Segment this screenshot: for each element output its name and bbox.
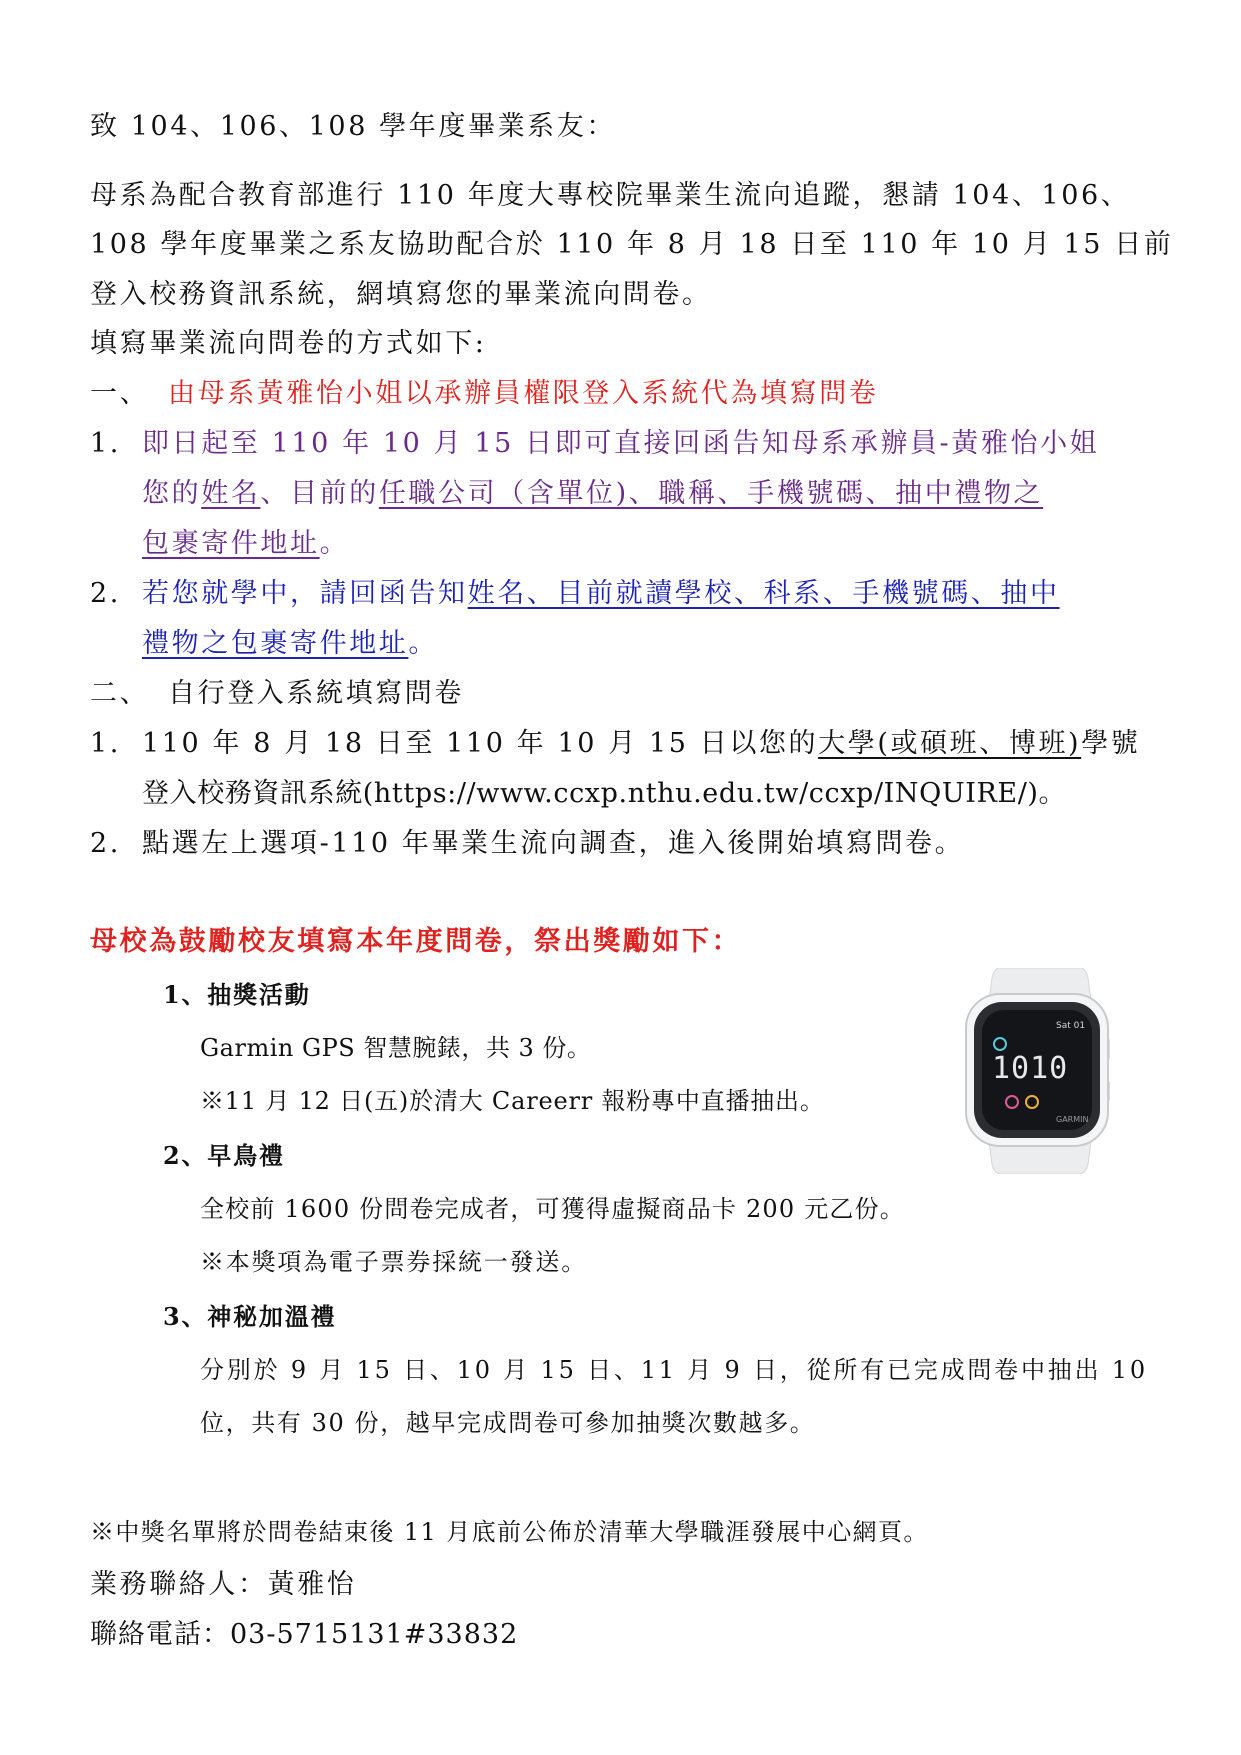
reward1-line1: Garmin GPS 智慧腕錶，共 3 份。 <box>200 1034 592 1062</box>
reward3-line1: 分別於 9 月 15 日、10 月 15 日、11 月 9 日，從所有已完成問卷中抽出 10 <box>200 1356 1148 1384</box>
watch-time: 1010 <box>992 1051 1069 1086</box>
watch-date: Sat 01 <box>1056 1021 1086 1031</box>
intro-line-2: 108 學年度畢業之系友協助配合於 110 年 8 月 18 日至 110 年 10 月 15 日前 <box>90 229 1174 260</box>
intro-line-1: 母系為配合教育部進行 110 年度大專校院畢業生流向追蹤，懇請 104、106、 <box>90 180 1131 211</box>
section2-item1-number: 1. <box>90 728 121 759</box>
section2-marker: 二、 <box>90 678 150 709</box>
section1-item2-number: 2. <box>90 578 121 609</box>
reward2-title: 2、早鳥禮 <box>163 1141 285 1170</box>
section1-item1-line2 <box>142 480 1043 507</box>
rewards-heading: 母校為鼓勵校友填寫本年度問卷，祭出獎勵如下： <box>90 926 742 957</box>
winner-notice: ※中獎名單將於問卷結束後 11 月底前公佈於清華大學職涯發展中心網頁。 <box>90 1518 929 1546</box>
section1-item1-line1: 即日起至 110 年 10 月 15 日即可直接回函告知母系承辦員-黃雅怡小姐 <box>142 428 1100 459</box>
section2-item2-number: 2. <box>90 828 121 859</box>
text-segment: 您的 <box>142 478 202 509</box>
section2-item1-line1 <box>142 730 1140 757</box>
text-segment: 若您就學中，請回函告知 <box>142 578 468 609</box>
underlined-job-info: 任職公司（含單位)、職稱、手機號碼、抽中禮物之 <box>378 478 1044 509</box>
section1-item2-line2 <box>142 630 438 657</box>
underlined-degree: 大學(或碩班、博班) <box>818 728 1082 759</box>
smartwatch-image <box>952 968 1128 1174</box>
section1-item1-number: 1. <box>90 428 121 459</box>
reward3-title: 3、神秘加溫禮 <box>163 1302 337 1331</box>
watch-brand: GARMIN <box>1056 1115 1089 1124</box>
section1-item1-line3 <box>142 530 349 557</box>
section1-marker: 一、 <box>90 378 150 409</box>
text-segment: 學號 <box>1081 728 1141 759</box>
contact-person: 業務聯絡人：黃雅怡 <box>90 1569 357 1600</box>
section1-item2-line1 <box>142 580 1060 607</box>
greeting: 致 104、106、108 學年度畢業系友： <box>90 111 616 142</box>
section2-item2-line1: 點選左上選項-110 年畢業生流向調查，進入後開始填寫問卷。 <box>142 828 965 859</box>
contact-phone: 聯絡電話：03-5715131#33832 <box>90 1619 519 1650</box>
underlined-address: 禮物之包裹寄件地址 <box>142 628 409 659</box>
underlined-name: 姓名 <box>201 478 261 509</box>
underlined-student-info: 姓名、目前就讀學校、科系、手機號碼、抽中 <box>467 578 1060 609</box>
text-segment: 。 <box>408 628 439 659</box>
underlined-address: 包裹寄件地址 <box>142 528 320 559</box>
text-segment: 、目前的 <box>260 478 379 509</box>
text-segment: 110 年 8 月 18 日至 110 年 10 月 15 日以您的 <box>142 728 819 759</box>
section2-item1-line2: 登入校務資訊系統(https://www.ccxp.nthu.edu.tw/ccxp/INQUIRE/)。 <box>142 778 1067 809</box>
reward1-line2: ※11 月 12 日(五)於清大 Careerr 報粉專中直播抽出。 <box>200 1087 825 1115</box>
section1-title: 由母系黃雅怡小姐以承辦員權限登入系統代為填寫問卷 <box>168 378 879 409</box>
intro-line-3: 登入校務資訊系統，網填寫您的畢業流向問卷。 <box>90 279 712 310</box>
reward1-title: 1、抽獎活動 <box>163 980 311 1009</box>
text-segment: 。 <box>319 528 350 559</box>
reward3-line2: 位，共有 30 份，越早完成問卷可參加抽獎次數越多。 <box>200 1409 816 1437</box>
section2-title: 自行登入系統填寫問卷 <box>168 678 464 709</box>
reward2-line2: ※本獎項為電子票券採統一發送。 <box>200 1248 587 1276</box>
method-heading: 填寫畢業流向問卷的方式如下: <box>90 328 487 359</box>
reward2-line1: 全校前 1600 份問卷完成者，可獲得虛擬商品卡 200 元乙份。 <box>200 1195 906 1223</box>
